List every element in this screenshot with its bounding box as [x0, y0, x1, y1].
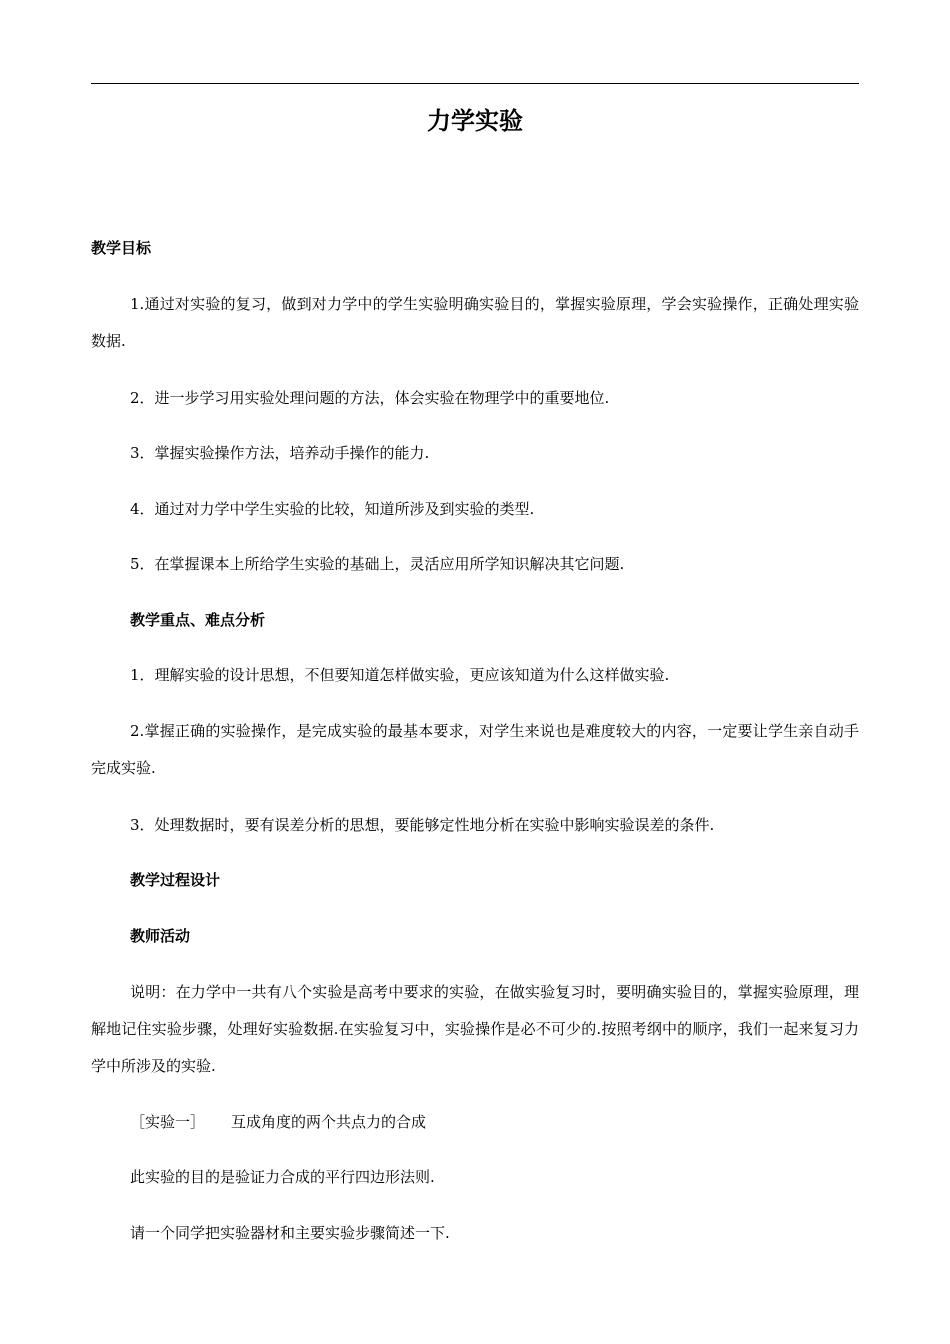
- goal-item-1: 1.通过对实验的复习，做到对力学中的学生实验明确实验目的，掌握实验原理，学会实验操作，正确处理实验数据.: [91, 295, 859, 350]
- purpose-line: 此实验的目的是验证力合成的平行四边形法则.: [130, 1168, 435, 1186]
- request-line: 请一个同学把实验器材和主要实验步骤简述一下.: [130, 1224, 450, 1242]
- experiment-one-line: [130, 1112, 426, 1132]
- experiment-label: ［实验一］: [130, 1113, 206, 1131]
- key-points-heading: 教学重点、难点分析: [130, 611, 266, 629]
- goal-item-5: 5．在掌握课本上所给学生实验的基础上，灵活应用所学知识解决其它问题.: [130, 555, 625, 573]
- header-rule: [91, 83, 859, 84]
- explanation-paragraph: 说明：在力学中一共有八个实验是高考中要求的实验，在做实验复习时，要明确实验目的，掌握实验原理，理解地记住实验步骤，处理好实验数据.在实验复习中，实验操作是必不可少的.按照考纲中的顺序，我们一起来复习力学中所涉及的实验.: [91, 983, 859, 1075]
- page-title: 力学实验: [427, 107, 523, 135]
- teacher-activity-heading: 教师活动: [130, 927, 191, 945]
- goals-heading: 教学目标: [91, 239, 152, 257]
- key-point-1: 1．理解实验的设计思想，不但要知道怎样做实验，更应该知道为什么这样做实验.: [130, 666, 670, 684]
- goal-item-2: 2．进一步学习用实验处理问题的方法，体会实验在物理学中的重要地位.: [130, 389, 610, 407]
- key-point-2: 2.掌握正确的实验操作，是完成实验的最基本要求，对学生来说也是难度较大的内容，一定要让学生亲自动手完成实验.: [91, 722, 859, 777]
- experiment-title: 互成角度的两个共点力的合成: [231, 1113, 427, 1131]
- goal-item-3: 3．掌握实验操作方法，培养动手操作的能力.: [130, 444, 430, 462]
- goal-item-4: 4．通过对力学中学生实验的比较，知道所涉及到实验的类型.: [130, 500, 535, 518]
- process-heading: 教学过程设计: [130, 871, 221, 889]
- key-point-3: 3．处理数据时，要有误差分析的思想，要能够定性地分析在实验中影响实验误差的条件.: [130, 816, 715, 834]
